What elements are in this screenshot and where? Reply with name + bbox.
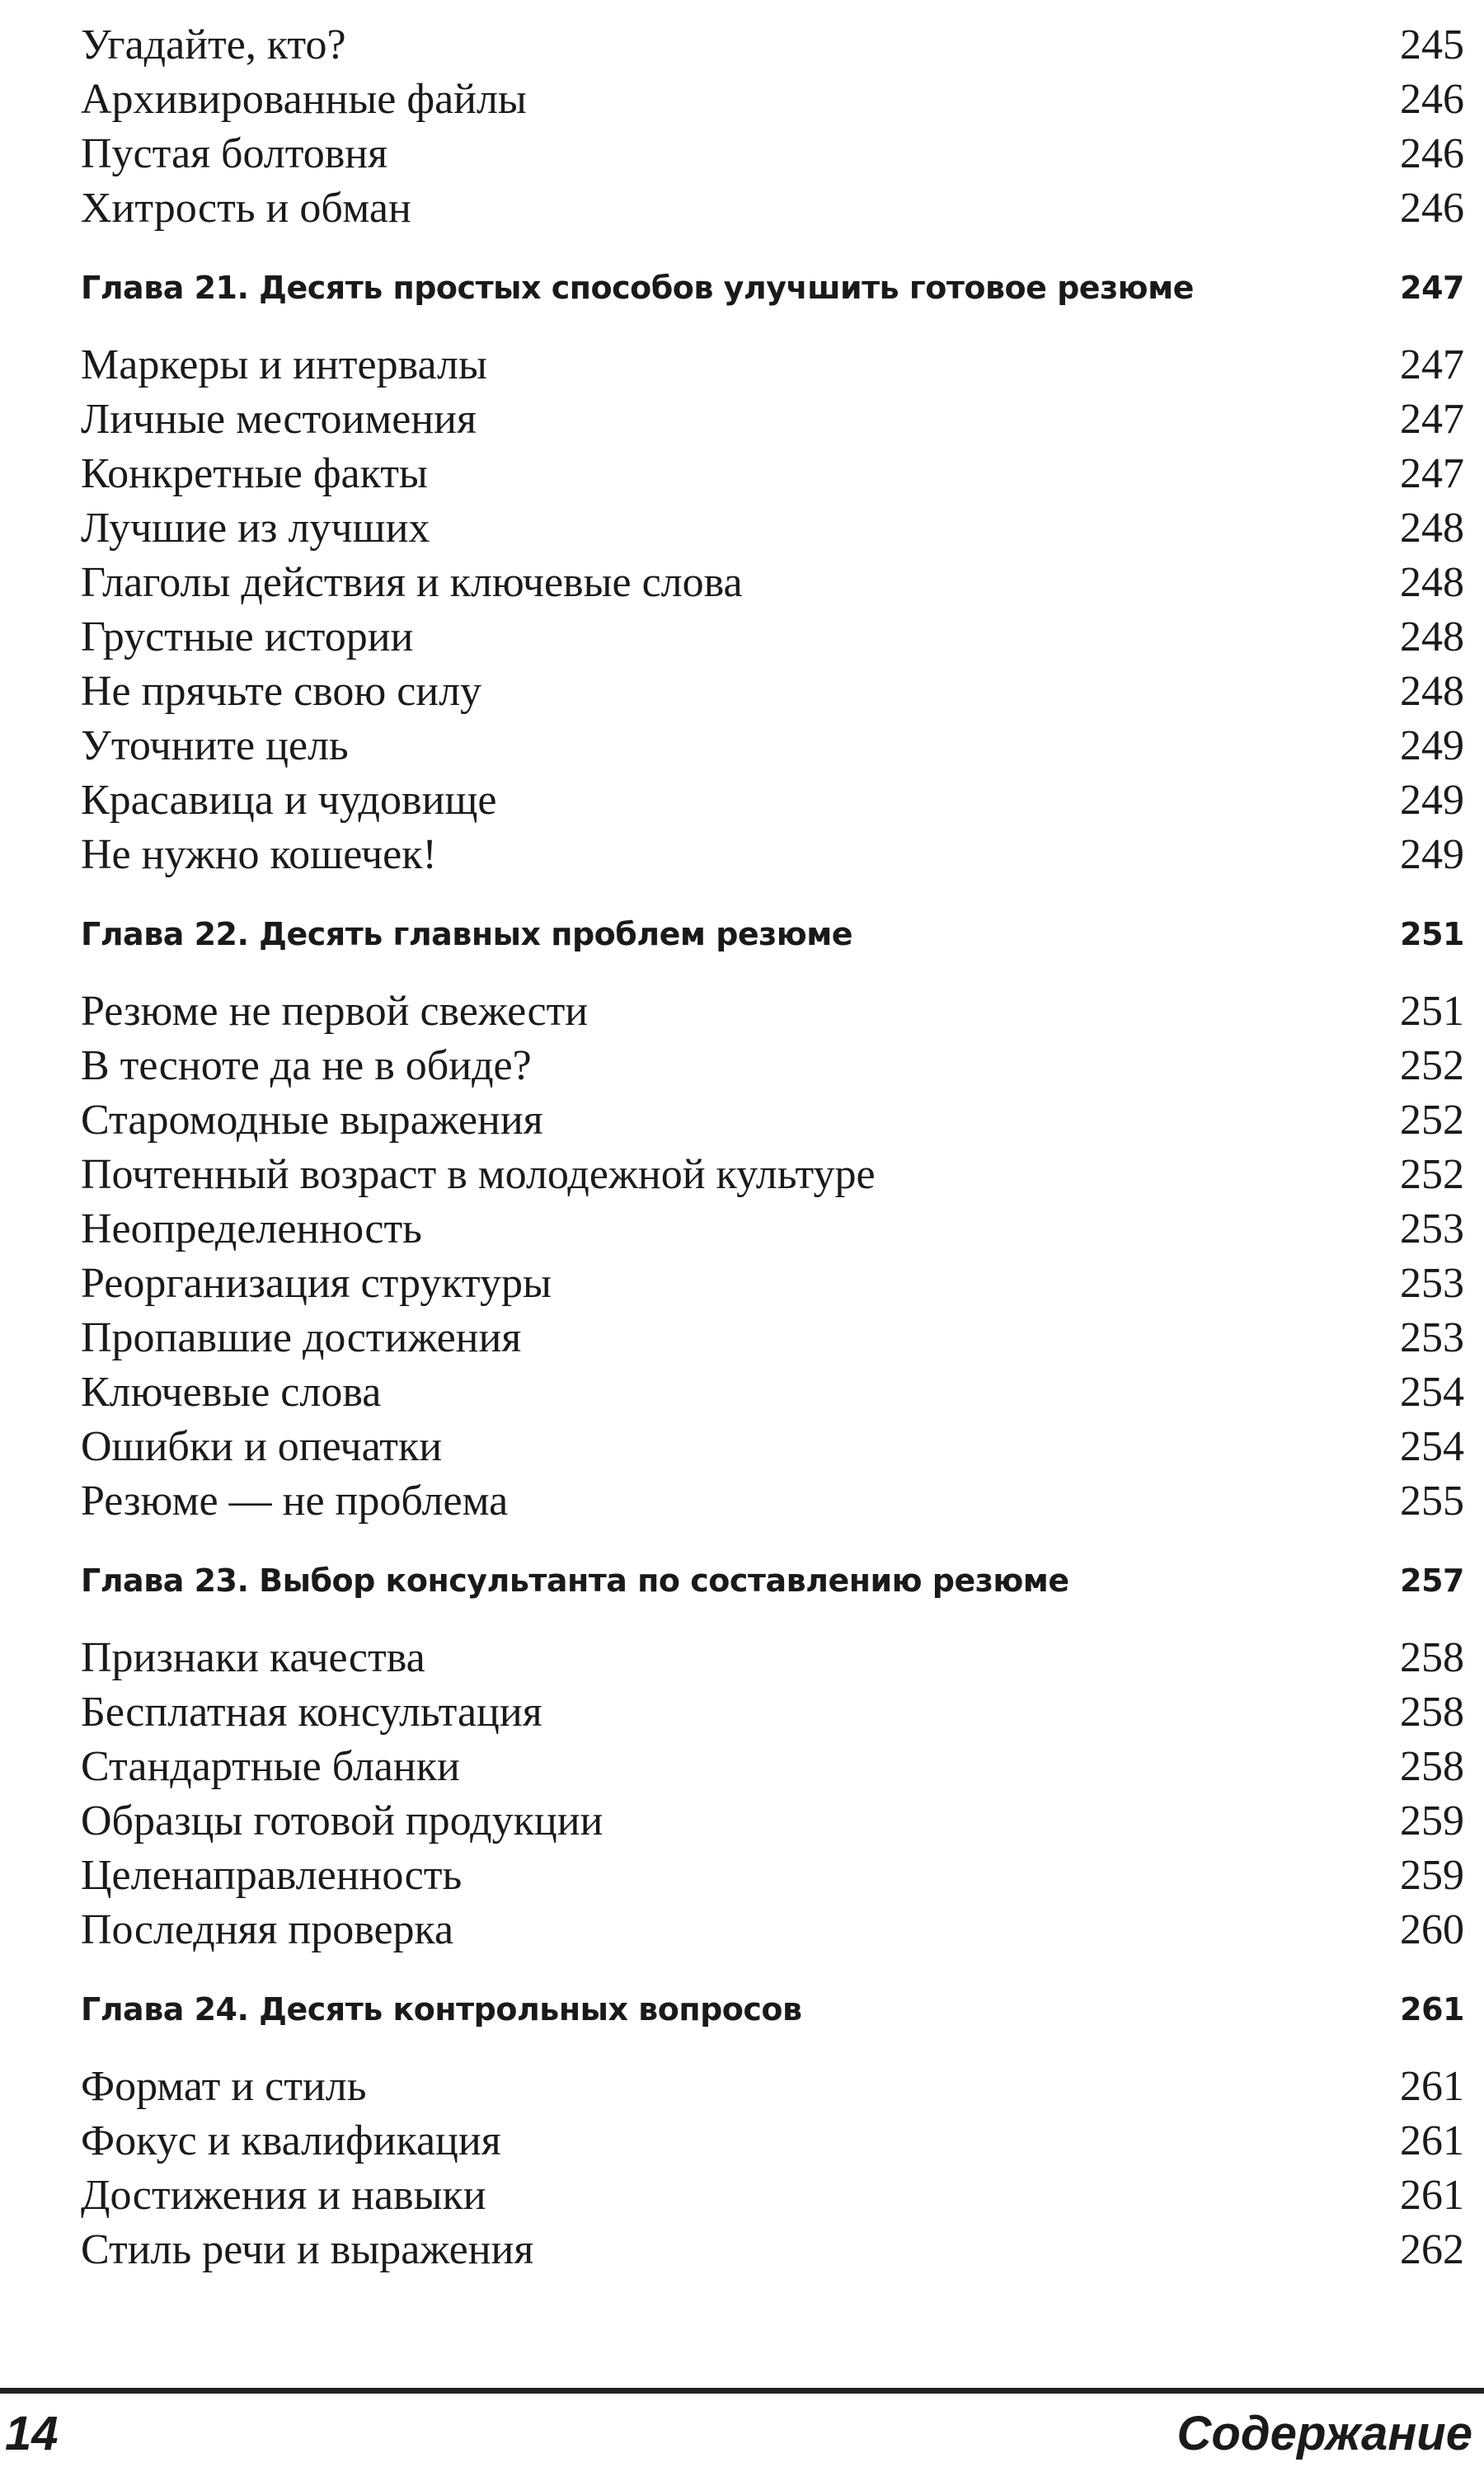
entry-page-number: 254 (1400, 1423, 1464, 1470)
entry-title: Красавица и чудовище (81, 777, 497, 824)
entry-title: Последняя проверка (81, 1906, 454, 1953)
chapter-page-number: 257 (1400, 1562, 1464, 1599)
toc-entry (81, 1474, 1464, 1529)
chapter-title: Глава 21. Десять простых способов улучшить готовое резюме (81, 270, 1194, 306)
entry-page-number: 253 (1400, 1205, 1464, 1252)
toc-entry (81, 1257, 1464, 1311)
entry-page-number: 247 (1400, 396, 1464, 443)
entry-page-number: 246 (1400, 76, 1464, 123)
entry-page-number: 248 (1400, 559, 1464, 606)
entry-page-number: 249 (1400, 777, 1464, 824)
entry-page-number: 261 (1400, 2063, 1464, 2110)
entry-title: Почтенный возраст в молодежной культуре (81, 1151, 876, 1198)
page-footer (5, 2401, 1472, 2467)
toc-entry (81, 1093, 1464, 1148)
toc-entry (81, 127, 1464, 181)
toc-entry (81, 1903, 1464, 1957)
entry-page-number: 252 (1400, 1097, 1464, 1144)
toc-entry (81, 2114, 1464, 2169)
entry-title: Лучшие из лучших (81, 505, 430, 552)
entry-page-number: 259 (1400, 1797, 1464, 1844)
toc-entry (81, 338, 1464, 392)
entry-title: Резюме — не проблема (81, 1478, 509, 1525)
toc-entry (81, 556, 1464, 610)
entry-title: Реорганизация структуры (81, 1260, 552, 1307)
entry-title: Целенаправленность (81, 1852, 463, 1899)
entry-title: Личные местоимения (81, 396, 477, 443)
toc-entry (81, 1420, 1464, 1474)
entry-page-number: 247 (1400, 341, 1464, 388)
entry-title: Фокус и квалификация (81, 2117, 501, 2164)
toc-entry (81, 610, 1464, 665)
footer-rule (0, 2388, 1484, 2394)
entry-title: Пустая болтовня (81, 130, 388, 177)
entry-page-number: 246 (1400, 130, 1464, 177)
toc-entry (81, 1311, 1464, 1365)
toc-entry (81, 447, 1464, 501)
toc-entry (81, 2060, 1464, 2114)
entry-page-number: 247 (1400, 450, 1464, 497)
entry-page-number: 248 (1400, 668, 1464, 715)
chapter-heading (81, 907, 1464, 961)
toc-entry (81, 1740, 1464, 1794)
entry-page-number: 246 (1400, 185, 1464, 232)
entry-title: Формат и стиль (81, 2063, 367, 2110)
entry-title: Пропавшие достижения (81, 1314, 522, 1361)
entry-title: Маркеры и интервалы (81, 341, 487, 388)
entry-page-number: 253 (1400, 1260, 1464, 1307)
entry-page-number: 253 (1400, 1314, 1464, 1361)
toc-entry (81, 773, 1464, 828)
entry-page-number: 258 (1400, 1634, 1464, 1681)
entry-title: Признаки качества (81, 1634, 425, 1681)
entry-title: Хитрость и обман (81, 185, 411, 232)
entry-title: Бесплатная консультация (81, 1689, 542, 1736)
entry-page-number: 248 (1400, 613, 1464, 660)
entry-title: Ключевые слова (81, 1369, 382, 1416)
toc-entry (81, 2223, 1464, 2277)
entry-title: Не прячьте свою силу (81, 668, 482, 715)
entry-page-number: 260 (1400, 1906, 1464, 1953)
entry-page-number: 254 (1400, 1369, 1464, 1416)
entry-title: Ошибки и опечатки (81, 1423, 443, 1470)
entry-page-number: 245 (1400, 21, 1464, 68)
chapter-heading (81, 1982, 1464, 2037)
entry-title: Архивированные файлы (81, 76, 527, 123)
entry-title: Достижения и навыки (81, 2172, 486, 2219)
entry-title: Уточните цель (81, 722, 349, 769)
toc-entry (81, 18, 1464, 73)
footer-page-number: 14 (5, 2407, 59, 2460)
entry-page-number: 258 (1400, 1689, 1464, 1736)
toc-entry (81, 1202, 1464, 1257)
chapter-page-number: 251 (1400, 916, 1464, 952)
chapter-heading (81, 261, 1464, 315)
toc-entry (81, 1631, 1464, 1685)
toc-entry (81, 1148, 1464, 1202)
entry-title: Резюме не первой свежести (81, 988, 589, 1035)
entry-title: Образцы готовой продукции (81, 1797, 603, 1844)
chapter-heading (81, 1553, 1464, 1608)
toc-entry (81, 501, 1464, 556)
toc-entry (81, 181, 1464, 236)
entry-page-number: 252 (1400, 1151, 1464, 1198)
entry-page-number: 258 (1400, 1743, 1464, 1790)
entry-title: Неопределенность (81, 1205, 422, 1252)
footer-running-title: Содержание (1176, 2407, 1472, 2460)
entry-page-number: 249 (1400, 831, 1464, 878)
entry-title: Конкретные факты (81, 450, 428, 497)
toc-entry (81, 73, 1464, 127)
chapter-title: Глава 24. Десять контрольных вопросов (81, 1991, 802, 2028)
toc-entry (81, 984, 1464, 1039)
toc-entry (81, 665, 1464, 719)
chapter-title: Глава 23. Выбор консультанта по составлению резюме (81, 1562, 1069, 1599)
chapter-title: Глава 22. Десять главных проблем резюме (81, 916, 853, 952)
entry-title: В тесноте да не в обиде? (81, 1042, 532, 1089)
toc-entry (81, 719, 1464, 773)
entry-title: Старомодные выражения (81, 1097, 543, 1144)
toc-entry (81, 1849, 1464, 1903)
toc-entry (81, 1685, 1464, 1740)
entry-page-number: 259 (1400, 1852, 1464, 1899)
entry-page-number: 252 (1400, 1042, 1464, 1089)
entry-title: Не нужно кошечек! (81, 831, 437, 878)
entry-page-number: 262 (1400, 2226, 1464, 2273)
entry-page-number: 249 (1400, 722, 1464, 769)
entry-title: Стиль речи и выражения (81, 2226, 534, 2273)
entry-page-number: 251 (1400, 988, 1464, 1035)
entry-page-number: 255 (1400, 1478, 1464, 1525)
entry-page-number: 248 (1400, 505, 1464, 552)
chapter-page-number: 247 (1400, 270, 1464, 306)
toc-entry (81, 392, 1464, 447)
entry-title: Грустные истории (81, 613, 414, 660)
entry-title: Угадайте, кто? (81, 21, 346, 68)
entry-page-number: 261 (1400, 2117, 1464, 2164)
toc-entry (81, 1039, 1464, 1093)
entry-title: Глаголы действия и ключевые слова (81, 559, 743, 606)
table-of-contents (81, 18, 1464, 2277)
entry-page-number: 261 (1400, 2172, 1464, 2219)
toc-entry (81, 1794, 1464, 1849)
toc-entry (81, 1365, 1464, 1420)
chapter-page-number: 261 (1400, 1991, 1464, 2028)
toc-entry (81, 2169, 1464, 2223)
toc-entry (81, 828, 1464, 882)
entry-title: Стандартные бланки (81, 1743, 460, 1790)
